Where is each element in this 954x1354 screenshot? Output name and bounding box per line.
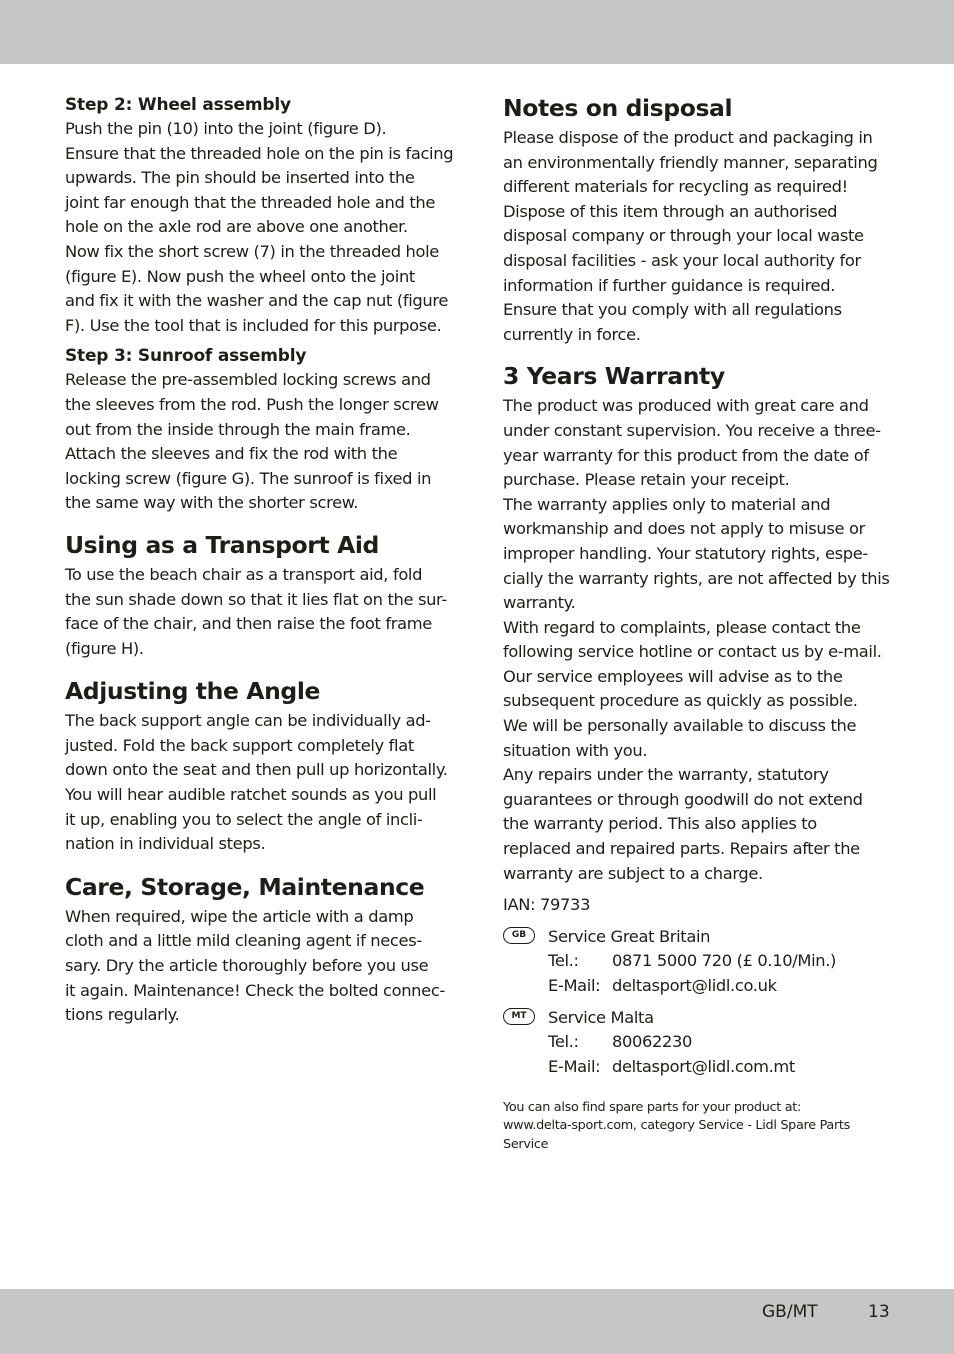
spare-parts-note: You can also find spare parts for your product at: www.delta-sport.com, category Service - Lidl Spare Parts Service (503, 1099, 850, 1152)
warranty-text: The product was produced with great care and under constant supervision. You receive a three- year warranty for this product from the date of purchase. Please retain your receipt. The warranty applies only to material and workmanship and does not apply to misuse or improper handling. Your statutory rights, espe- cially the warranty rights, are not affected by this warranty. With regard to complaints, please contact the following service hotline or contact us by e-mail. Our service employees will advise as to the subsequent procedure as quickly as possible. We will be personally available to discuss the situation with you. Any repairs under the warranty, statutory guarantees or through goodwill do not extend the warranty period. This also applies to replaced and repaired parts. Repairs after the warranty are subject to a charge. (503, 396, 890, 883)
email-value[interactable]: deltasport@lidl.com.mt (612, 1057, 795, 1076)
angle-heading: Adjusting the Angle (65, 677, 321, 706)
warranty-heading: 3 Years Warranty (503, 362, 725, 391)
email-value[interactable]: deltasport@lidl.co.uk (612, 976, 777, 995)
care-heading: Care, Storage, Maintenance (65, 872, 425, 901)
email-label: E-Mail: (548, 976, 601, 995)
email-label: E-Mail: (548, 1057, 601, 1076)
step2-text: Push the pin (10) into the joint (figure D). Ensure that the threaded hole on the pin is facing upwards. The pin should be inserted into the joint far enough that the threaded hole and the hole on the axle rod are above one another. Now fix the short screw (7) in the threaded hole (figure E). Now push the wheel onto the joint and fix it with the washer and the cap nut (figure F). Use the tool that is included for this purpose. (65, 119, 454, 335)
step3-heading: Step 3: Sunroof assembly (65, 346, 307, 367)
page-number: 13 (868, 1302, 890, 1322)
tel-label: Tel.: (548, 1032, 579, 1052)
disposal-text: Please dispose of the product and packaging in an environmentally friendly manner, separating different materials for recycling as required! Dispose of this item through an authorised disposal company or through your local waste disposal facilities - ask your local authority for information if further guidance is required. Ensure that you comply with all regulations currently in force. (503, 128, 878, 344)
service-mt (503, 1006, 895, 1081)
ian-number: IAN: 79733 (503, 895, 591, 915)
right-column (503, 93, 895, 1154)
left-column (65, 93, 455, 1028)
step3-text: Release the pre-assembled locking screws and the sleeves from the rod. Push the longer screw out from the inside through the main frame. Attach the sleeves and fix the rod with the locking screw (figure G). The sunroof is fixed in the same way with the shorter screw. (65, 370, 439, 513)
service-name: Service Malta (548, 1007, 654, 1027)
transport-heading: Using as a Transport Aid (65, 530, 379, 559)
footer-language: GB/MT (762, 1302, 818, 1322)
tel-value: 0871 5000 720 (£ 0.10/Min.) (612, 951, 837, 971)
step2-heading: Step 2: Wheel assembly (65, 95, 291, 115)
transport-text: To use the beach chair as a transport aid, fold the sun shade down so that it lies flat on the sur- face of the chair, and then raise the foot frame (figure H). (65, 564, 447, 658)
service-name: Service Great Britain (548, 926, 711, 946)
header-bar (0, 0, 954, 64)
mt-flag-icon: MT (503, 1008, 535, 1025)
service-gb (503, 925, 895, 1000)
angle-text: The back support angle can be individually ad- justed. Fold the back support completely flat down onto the seat and then pull up horizontally. You will hear audible ratchet sounds as you pull it up, enabling you to select the angle of incli- nation in individual steps. (65, 711, 448, 854)
tel-value: 80062230 (612, 1032, 693, 1052)
gb-flag-icon: GB (503, 927, 535, 944)
tel-label: Tel.: (548, 951, 579, 971)
disposal-heading: Notes on disposal (503, 94, 733, 122)
care-text: When required, wipe the article with a damp cloth and a little mild cleaning agent if neces- sary. Dry the article thoroughly before you use it again. Maintenance! Check the bolted connec- tions regularly. (65, 906, 445, 1025)
